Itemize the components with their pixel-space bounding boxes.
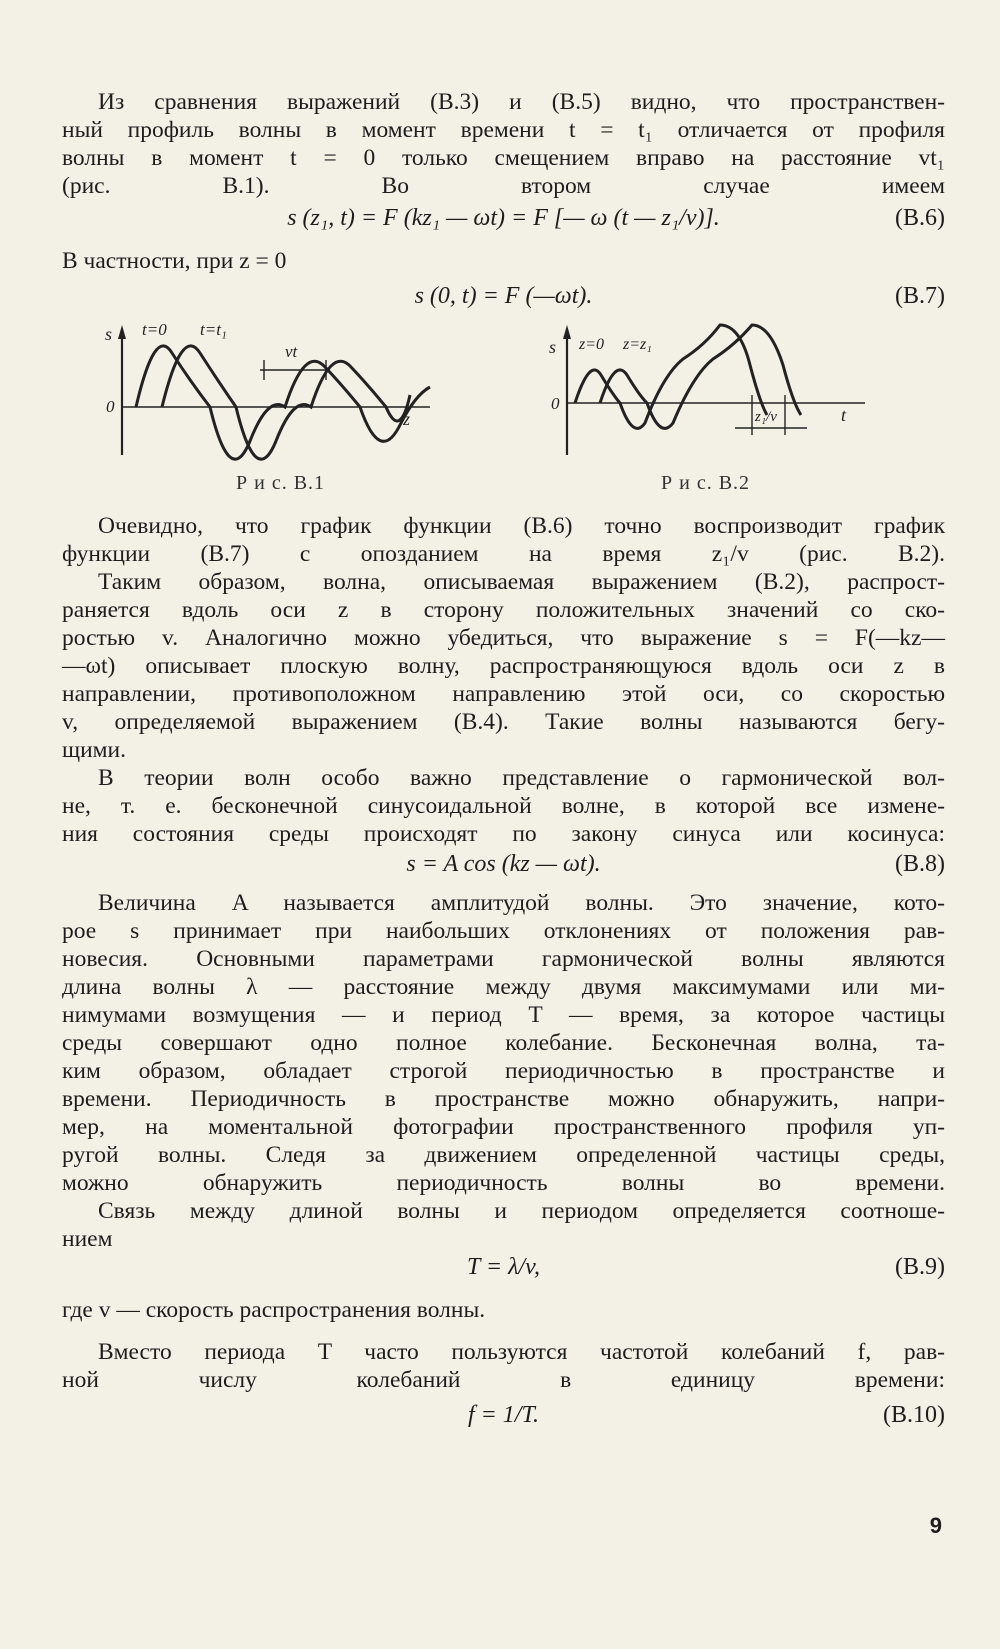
equation-b7 xyxy=(62,280,945,312)
fig1-caption: Р и с. B.1 xyxy=(236,472,326,494)
fig2-curve-label-z1: z=z₁ xyxy=(623,336,652,353)
page-number: 9 xyxy=(929,1513,942,1538)
fig1-curve-label-t0: t=0 xyxy=(142,320,167,339)
paragraph-6: Величина A называется амплитудой волны. Это значение, кото- рое s принимает при наибольших отклонениях от положения рав- новесия. Основными параметрами гармонической волны являются длина волны λ — расстояние между двумя максимумами или ми- нимумами возмущения — и период T — время, за которое частицы среды совершают одно полное колебание. Бесконечная волна, та- ким образом, обладает строгой периодичностью в пространстве и времени. Периодичность в пространстве можно обнаружить, напри- мер, на моментальной фотографии пространственного профиля уп- ругой волны. Следя за движением определенной частицы среды, можно обнаружить периодичность волны во времени. xyxy=(62,890,945,1196)
fig2-caption: Р и с. B.2 xyxy=(661,472,751,494)
equation-b7-formula: s (0, t) = F (—ωt). xyxy=(414,283,593,309)
equation-b8 xyxy=(62,848,945,880)
figure-b2 xyxy=(545,315,905,465)
equation-b10 xyxy=(62,1399,945,1431)
equation-b6-number: (B.6) xyxy=(895,205,945,231)
paragraph-8: где v — скорость распространения волны. xyxy=(62,1297,486,1323)
equation-b10-number: (B.10) xyxy=(883,1402,945,1428)
equation-b6-formula: s (z₁, t) = F (kz₁ — ωt) = F [— ω (t — z₁/v)]. xyxy=(287,205,720,231)
equation-b9-number: (B.9) xyxy=(895,1254,945,1280)
equation-b8-number: (B.8) xyxy=(895,851,945,877)
fig2-axis-x-label: t xyxy=(841,405,847,425)
fig1-axis-y-label: s xyxy=(105,324,113,344)
paragraph-2: В частности, при z = 0 xyxy=(62,248,287,274)
paragraph-3: Очевидно, что график функции (B.6) точно воспроизводит график функции (B.7) с опозданием на время z₁/v (рис. B.2). xyxy=(62,513,945,567)
equation-b6 xyxy=(62,202,945,234)
paragraph-1: Из сравнения выражений (B.3) и (B.5) видно, что пространствен- ный профиль волны в момент времени t = t₁ отличается от профиля волны в момент t = 0 только смещением вправо на расстояние vt₁ (рис. B.1). Во втором случае имеем xyxy=(62,89,945,199)
fig1-shift-label: vt xyxy=(285,342,298,361)
paragraph-9: Вместо периода T часто пользуются частотой колебаний f, рав- ной числу колебаний в единицу времени: xyxy=(62,1339,945,1393)
paragraph-5: В теории волн особо важно представление о гармонической вол- не, т. е. бесконечной синусоидальной волне, в которой все измене- ния состояния среды происходят по закону синуса или косинуса: xyxy=(62,765,945,847)
equation-b8-formula: s = A cos (kz — ωt). xyxy=(406,851,601,877)
fig1-zero-label: 0 xyxy=(106,397,115,416)
paragraph-7: Связь между длиной волны и периодом определяется соотноше- нием xyxy=(62,1198,945,1252)
equation-b9-formula: T = λ/v, xyxy=(466,1254,541,1280)
fig1-curve-label-t1: t=t₁ xyxy=(200,320,227,339)
fig2-curve-label-z0: z=0 xyxy=(579,336,605,353)
equation-b7-number: (B.7) xyxy=(895,283,945,309)
fig2-delay-label: z₁/v xyxy=(755,409,777,425)
equation-b10-formula: f = 1/T. xyxy=(467,1402,540,1428)
figure-b1 xyxy=(100,315,450,465)
fig2-zero-label: 0 xyxy=(551,394,560,413)
paragraph-4: Таким образом, волна, описываемая выражением (B.2), распрост- раняется вдоль оси z в сторону положительных значений со ско- ростью v. Аналогично можно убедиться, что выражение s = F(—kz— —ωt) описывает плоскую волну, распространяющуюся вдоль оси z в направлении, противоположном направлению этой оси, со скоростью v, определяемой выражением (B.4). Такие волны называются бегу- щими. xyxy=(62,569,945,763)
equation-b9 xyxy=(62,1251,945,1283)
fig2-axis-y-label: s xyxy=(549,337,557,357)
fig1-axis-x-label: z xyxy=(403,409,411,429)
